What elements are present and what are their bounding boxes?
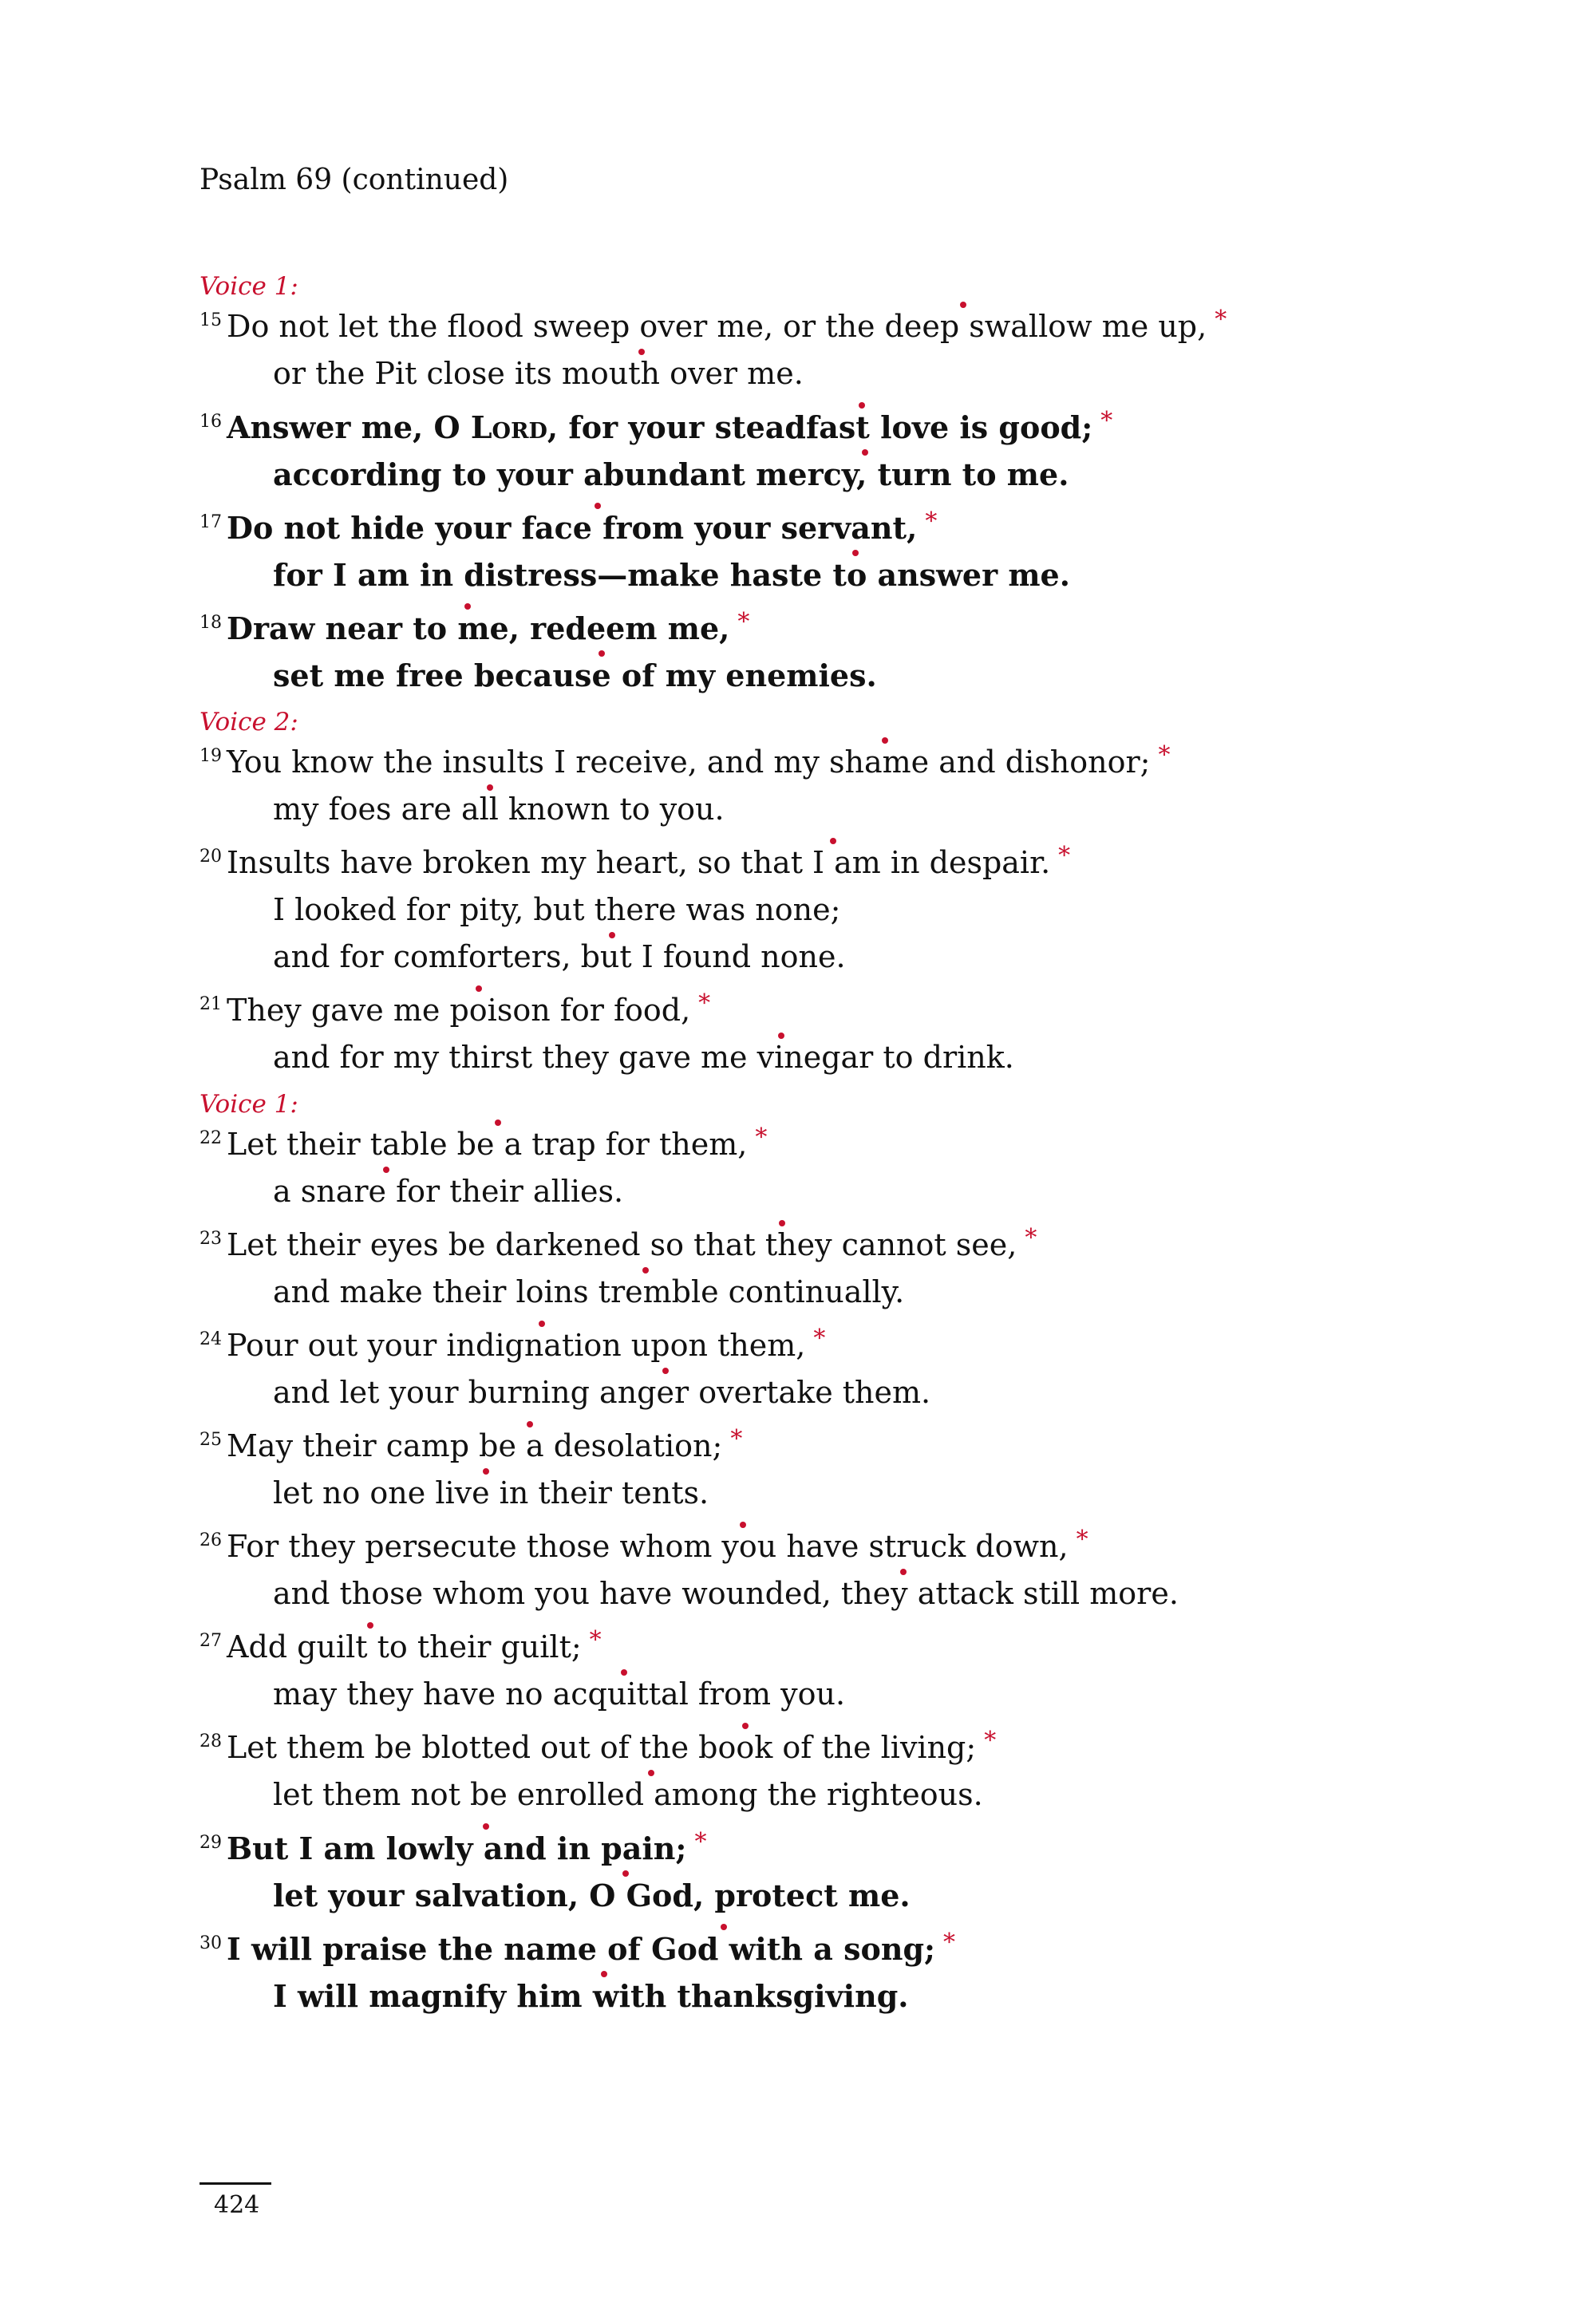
asterisk-mark: * — [737, 608, 750, 636]
verse-line — [200, 1034, 1476, 1081]
pointing-dot — [721, 1924, 727, 1930]
verse-line — [200, 551, 1476, 598]
verse-text: and for comforters, but I found none. — [273, 939, 846, 974]
verse-text: according to your abundant mercy, turn to me. — [273, 456, 1069, 492]
pointing-dot — [779, 1220, 785, 1226]
verse-text: But I am lowly and in pain; — [227, 1830, 687, 1866]
pointing-dot — [830, 838, 836, 844]
verse-text: Do not let the flood sweep over me, or the deep swallow me up, — [227, 309, 1207, 344]
pointing-dot — [483, 1823, 489, 1830]
verse-line — [200, 303, 1476, 350]
pointing-dot — [539, 1321, 545, 1327]
pointing-dot — [638, 349, 645, 355]
verse-number: 28 — [200, 1732, 222, 1751]
verse-line — [200, 887, 1476, 934]
verse-18 — [200, 605, 1476, 699]
verse-line — [200, 739, 1476, 786]
verse-text: For they persecute those whom you have struck down, — [227, 1529, 1069, 1564]
asterisk-mark: * — [1158, 741, 1171, 769]
verse-number: 27 — [200, 1631, 222, 1651]
pointing-dot — [527, 1421, 533, 1427]
verse-number: 17 — [200, 512, 222, 532]
verse-text: a snare for their allies. — [273, 1174, 624, 1209]
asterisk-mark: * — [984, 1727, 997, 1755]
verse-line — [200, 1269, 1476, 1316]
page-number: 424 — [214, 2191, 260, 2219]
verse-line — [200, 1322, 1476, 1369]
pointing-dot — [598, 650, 605, 657]
pointing-dot — [852, 550, 859, 556]
verse-27 — [200, 1624, 1476, 1718]
verse-number: 20 — [200, 847, 222, 867]
verse-line — [200, 1423, 1476, 1470]
verse-text: Answer me, O — [227, 409, 471, 445]
verse-20 — [200, 839, 1476, 981]
pointing-dot — [740, 1522, 746, 1528]
asterisk-mark: * — [755, 1123, 768, 1151]
verse-25 — [200, 1423, 1476, 1517]
verse-number: 22 — [200, 1128, 222, 1148]
asterisk-mark: * — [925, 507, 938, 535]
verse-number: 29 — [200, 1833, 222, 1853]
pointing-dot — [742, 1723, 749, 1729]
pointing-dot — [882, 737, 888, 744]
asterisk-mark: * — [1100, 407, 1113, 435]
verse-text: for I am in distress—make haste to answer me. — [273, 557, 1070, 593]
verse-28 — [200, 1724, 1476, 1818]
pointing-dot — [487, 784, 493, 791]
verse-text: Draw near to me, redeem me, — [227, 610, 730, 646]
verse-line — [200, 1570, 1476, 1617]
verse-text: Let them be blotted out of the book of the living; — [227, 1730, 977, 1765]
verse-line — [200, 987, 1476, 1034]
voice-label: Voice 2: — [200, 708, 298, 736]
pointing-dot — [367, 1622, 373, 1629]
verse-text: May their camp be a desolation; — [227, 1428, 723, 1463]
verse-15 — [200, 303, 1476, 397]
asterisk-mark: * — [589, 1626, 602, 1654]
verse-line — [200, 1771, 1476, 1818]
verse-text: and let your burning anger overtake them. — [273, 1375, 931, 1410]
verse-17 — [200, 504, 1476, 598]
pointing-dot — [859, 402, 865, 409]
verse-line — [200, 1121, 1476, 1168]
verse-line — [200, 1222, 1476, 1269]
verse-number: 18 — [200, 613, 222, 633]
verse-text: my foes are all known to you. — [273, 792, 725, 827]
verse-24 — [200, 1322, 1476, 1416]
pointing-dot — [495, 1119, 501, 1126]
verse-text: Pour out your indignation upon them, — [227, 1328, 806, 1363]
pointing-dot — [960, 302, 966, 308]
asterisk-mark: * — [1215, 306, 1227, 334]
verse-number: 23 — [200, 1229, 222, 1249]
verse-text: and those whom you have wounded, they attack still more. — [273, 1576, 1179, 1611]
verse-text: and make their loins tremble continually. — [273, 1274, 905, 1309]
pointing-dot — [862, 449, 868, 456]
verse-line — [200, 934, 1476, 981]
verse-26 — [200, 1523, 1476, 1617]
verse-line — [200, 404, 1476, 451]
pointing-dot — [609, 932, 615, 938]
verse-line — [200, 1972, 1476, 2020]
verse-line — [200, 839, 1476, 887]
verse-line — [200, 1523, 1476, 1570]
voice-label: Voice 1: — [200, 1090, 298, 1119]
verse-line — [200, 504, 1476, 551]
asterisk-mark: * — [943, 1929, 956, 1957]
pointing-dot — [778, 1033, 784, 1039]
asterisk-mark: * — [813, 1325, 826, 1352]
verse-number: 15 — [200, 310, 222, 330]
verse-text: let your salvation, O God, protect me. — [273, 1878, 911, 1913]
verse-text: Let their table be a trap for them, — [227, 1127, 748, 1162]
asterisk-mark: * — [698, 989, 711, 1017]
verse-text: Add guilt to their guilt; — [227, 1629, 582, 1664]
asterisk-mark: * — [694, 1828, 707, 1856]
verse-line — [200, 1925, 1476, 1972]
verse-text: I looked for pity, but there was none; — [273, 892, 841, 927]
verse-16 — [200, 404, 1476, 498]
pointing-dot — [483, 1468, 489, 1475]
pointing-dot — [648, 1770, 654, 1776]
verse-line — [200, 1724, 1476, 1771]
verse-text: let no one live in their tents. — [273, 1475, 709, 1510]
verse-text: may they have no acquittal from you. — [273, 1676, 846, 1712]
verse-line — [200, 1671, 1476, 1718]
pointing-dot — [595, 503, 601, 509]
verse-number: 26 — [200, 1530, 222, 1550]
verse-number: 25 — [200, 1430, 222, 1450]
verse-text: You know the insults I receive, and my shame and dishonor; — [227, 744, 1151, 780]
verse-number: 21 — [200, 994, 222, 1014]
verse-line — [200, 1872, 1476, 1919]
verse-line — [200, 1369, 1476, 1416]
asterisk-mark: * — [1025, 1224, 1037, 1252]
pointing-dot — [642, 1267, 649, 1273]
verse-text: or the Pit close its mouth over me. — [273, 356, 804, 391]
running-head: Psalm 69 (continued) — [200, 164, 509, 196]
divine-name: Lord — [470, 409, 547, 445]
verse-number: 16 — [200, 412, 222, 432]
pointing-dot — [900, 1569, 907, 1575]
pointing-dot — [383, 1167, 389, 1173]
verse-line — [200, 605, 1476, 652]
verse-text: I will magnify him with thanksgiving. — [273, 1978, 909, 2014]
verse-number: 19 — [200, 746, 222, 766]
verse-text: Do not hide your face from your servant, — [227, 510, 918, 546]
pointing-dot — [622, 1870, 629, 1877]
verse-line — [200, 1168, 1476, 1215]
verse-29 — [200, 1825, 1476, 1919]
verse-line — [200, 451, 1476, 498]
verse-line — [200, 350, 1476, 397]
verse-text: and for my thirst they gave me vinegar to drink. — [273, 1040, 1014, 1075]
asterisk-mark: * — [1076, 1526, 1088, 1554]
footer-rule — [200, 2182, 271, 2185]
verse-text: , for your steadfast love is good; — [547, 409, 1093, 445]
verse-text: Insults have broken my heart, so that I am in despair. — [227, 845, 1051, 880]
verse-text: Let their eyes be darkened so that they cannot see, — [227, 1227, 1017, 1262]
verse-line — [200, 1470, 1476, 1517]
verse-line — [200, 786, 1476, 833]
verse-number: 30 — [200, 1933, 222, 1953]
verse-21 — [200, 987, 1476, 1081]
verse-line — [200, 652, 1476, 699]
psalm-text — [200, 270, 1476, 2026]
verse-line — [200, 1825, 1476, 1872]
verse-text: let them not be enrolled among the righteous. — [273, 1777, 983, 1812]
verse-text: I will praise the name of God with a song; — [227, 1931, 936, 1967]
pointing-dot — [601, 1971, 607, 1977]
verse-30 — [200, 1925, 1476, 2020]
verse-23 — [200, 1222, 1476, 1316]
voice-label: Voice 1: — [200, 272, 298, 301]
pointing-dot — [464, 603, 471, 610]
verse-text: set me free because of my enemies. — [273, 657, 877, 693]
verse-text: They gave me poison for food, — [227, 993, 691, 1028]
asterisk-mark: * — [1058, 842, 1071, 870]
verse-number: 24 — [200, 1329, 222, 1349]
verse-19 — [200, 739, 1476, 833]
verse-line — [200, 1624, 1476, 1671]
pointing-dot — [621, 1669, 627, 1676]
pointing-dot — [662, 1368, 669, 1374]
verse-22 — [200, 1121, 1476, 1215]
asterisk-mark: * — [730, 1425, 743, 1453]
pointing-dot — [476, 985, 482, 992]
